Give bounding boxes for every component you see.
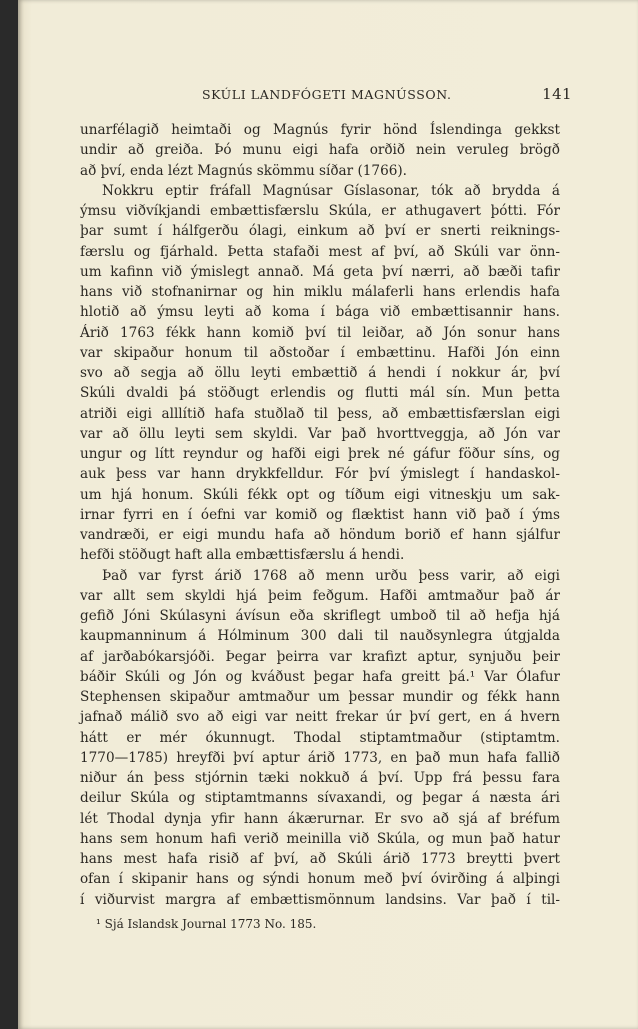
text-line: Skúli dvaldi þá stöðugt erlendis og flutti mál sín. Mun þetta bbox=[80, 385, 560, 402]
text-line: Árið 1763 fékk hann komið því til leiðar, að Jón sonur hans bbox=[80, 324, 560, 341]
text-line: hátt er mér ókunnugt. Thodal stiptamtmaður (stiptamtm. bbox=[80, 729, 560, 746]
text-line: hlotið að ýmsu leyti að koma í bága við embættisannir hans. bbox=[80, 304, 560, 321]
text-line: kaupmanninum á Hólminum 300 dali til nauðsynlegra útgjalda bbox=[80, 628, 560, 645]
running-header bbox=[82, 85, 572, 105]
text-line: 1770—1785) hreyfði því aptur árið 1773, en það mun hafa fallið bbox=[80, 749, 560, 766]
text-line: hefði stöðugt haft alla embættisfærslu á hendi. bbox=[80, 547, 405, 564]
book-page bbox=[18, 0, 638, 1029]
text-line: jafnað málið svo að eigi var neitt frekar úr því gert, en á hvern bbox=[80, 709, 560, 726]
text-line: færslu og fjárhald. Þetta stafaði mest af því, að Skúli var önn- bbox=[80, 243, 560, 260]
text-line: hans við stofnanirnar og hin miklu málaferli hans erlendis hafa bbox=[80, 284, 560, 300]
running-title: SKÚLI LANDFÓGETI MAGNÚSSON. bbox=[202, 87, 452, 102]
text-line: unarfélagið heimtaði og Magnús fyrir hönd Íslendinga gekkst bbox=[80, 122, 560, 138]
text-line: svo að segja að öllu leyti embættið á hendi í nokkur ár, því bbox=[80, 365, 560, 381]
footnote: ¹ Sjá Islandsk Journal 1773 No. 185. bbox=[96, 917, 317, 931]
text-line: var allt sem skyldi hjá þeim feðgum. Hafði amtmaður það ár bbox=[80, 587, 560, 604]
body-text bbox=[80, 120, 560, 910]
text-line: gefið Jóni Skúlasyni ávísun eða skriflegt umboð til að hefja hjá bbox=[80, 608, 560, 624]
page-number: 141 bbox=[542, 85, 572, 103]
text-line: í viðurvist margra af embættismönnum landsins. Var það í til- bbox=[80, 891, 560, 908]
text-line: irnar fyrri en í óefni var komið og flæktist hann við það í ýms bbox=[80, 506, 560, 523]
text-line: var að öllu leyti sem skyldi. Var það hvorttveggja, að Jón var bbox=[80, 425, 560, 442]
text-line: ýmsu viðvíkjandi embættisfærslu Skúla, er athugavert þótti. Fór bbox=[80, 203, 560, 219]
text-line: hans mest hafa risið af því, að Skúli árið 1773 breytti þvert bbox=[80, 851, 560, 867]
text-line: auk þess var hann drykkfelldur. Fór því ýmislegt í handaskol- bbox=[80, 466, 560, 483]
text-line: deilur Skúla og stiptamtmanns sívaxandi, og þegar á næsta ári bbox=[80, 790, 560, 807]
text-line: þar sumt í hálfgerðu ólagi, einkum að því er snerti reiknings- bbox=[80, 223, 560, 240]
text-line: var skipaður honum til aðstoðar í embættinu. Hafði Jón einn bbox=[80, 344, 560, 361]
text-line: hans sem honum hafi verið meinilla við Skúla, og mun það hatur bbox=[80, 830, 560, 847]
text-line: Nokkru eptir fráfall Magnúsar Gíslasonar, tók að brydda á bbox=[102, 182, 560, 199]
text-line: atriði eigi alllítið hafa stuðlað til þess, að embættisfærslan eigi bbox=[80, 405, 560, 422]
text-line: ungur og lítt reyndur og hafði eigi þrek né gáfur föður síns, og bbox=[80, 446, 560, 462]
text-line: lét Thodal dynja yfir hann ákærurnar. Er svo að sjá af bréfum bbox=[80, 810, 560, 827]
text-line: af jarðabókarsjóði. Þegar þeirra var krafizt aptur, synjuðu þeir bbox=[80, 648, 560, 665]
text-line: ofan í skipanir hans og sýndi honum með því óvirðing á alþingi bbox=[80, 871, 560, 888]
text-line: um kafinn við ýmislegt annað. Má geta því nærri, að bæði tafir bbox=[80, 263, 560, 280]
text-line: að því, enda lézt Magnús skömmu síðar (1766). bbox=[80, 162, 407, 179]
text-line: Það var fyrst árið 1768 að menn urðu þess varir, að eigi bbox=[102, 567, 560, 584]
text-line: undir að greiða. Þó munu eigi hafa orðið nein veruleg brögð bbox=[80, 142, 560, 159]
text-line: um hjá honum. Skúli fékk opt og tíðum eigi vitneskju um sak- bbox=[80, 486, 560, 503]
text-line: vandræði, er eigi mundu hafa að höndum borið ef hann sjálfur bbox=[80, 527, 560, 543]
text-line: báðir Skúli og Jón og kváðust þegar hafa greitt þá.¹ Var Ólafur bbox=[80, 668, 560, 685]
text-line: niður án þess stjórnin tæki nokkuð á því. Upp frá þessu fara bbox=[80, 770, 560, 786]
text-line: Stephensen skipaður amtmaður um þessar mundir og fékk hann bbox=[80, 689, 560, 705]
